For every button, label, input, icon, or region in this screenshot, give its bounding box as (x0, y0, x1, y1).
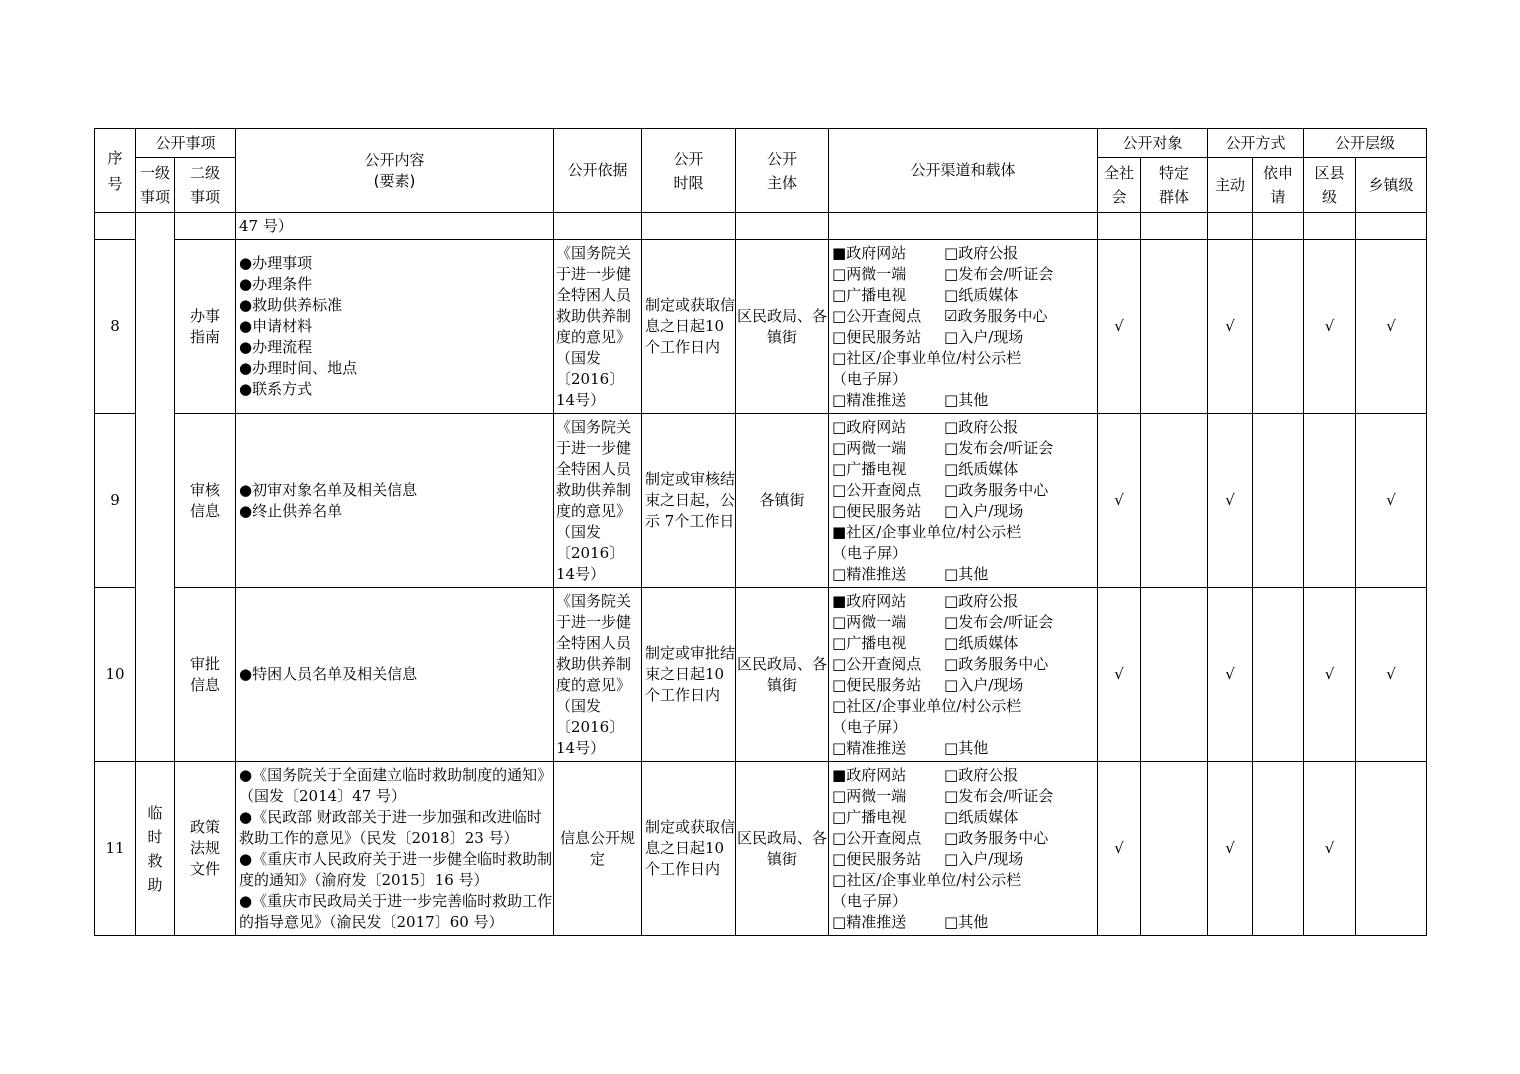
row-channels: □政府网站 □政府公报 □两微一端 □发布会/听证会 □广播电视 □纸质媒体 □公开查阅点 □政务服务中心 □便民服务站 □入户/现场 ■社区/企事业单位/村公示栏 （电子屏） □精准推送 □其他 (829, 414, 1098, 588)
row-target-specific (1141, 414, 1208, 588)
row-level-county: √ (1304, 240, 1356, 414)
row-level2: 政策法规文件 (175, 762, 236, 936)
header-target: 公开对象 (1098, 129, 1208, 158)
row-seq: 8 (95, 240, 136, 414)
row-time-limit: 制定或获取信息之日起10 个工作日内 (642, 762, 736, 936)
row-seq: 10 (95, 588, 136, 762)
row-target-all: √ (1098, 414, 1141, 588)
row-target-specific (1141, 240, 1208, 414)
header-method: 公开方式 (1208, 129, 1304, 158)
row-basis: 信息公开规定 (554, 762, 642, 936)
row-level2: 办事指南 (175, 240, 236, 414)
row-level-town: √ (1356, 240, 1427, 414)
row-level-town (1356, 762, 1427, 936)
row-method-active: √ (1208, 762, 1253, 936)
header-basis: 公开依据 (554, 129, 642, 213)
row-content: ●《国务院关于全面建立临时救助制度的通知》（国发〔2014〕47 号） ●《民政部 财政部关于进一步加强和改进临时救助工作的意见》（民发〔2018〕23 号） ●《重庆市人民政府关于进一步健全临时救助制度的通知》（渝府发〔2015〕16 号） ●《重庆市民政局关于进一步完善临时救助工作的指导意见》（渝民发〔2017〕60 号） (236, 762, 554, 936)
header-content-sub: (要素) (373, 171, 416, 190)
row-level2: 审批信息 (175, 588, 236, 762)
table-row (95, 762, 1427, 936)
row-level2: 审核信息 (175, 414, 236, 588)
row-subject: 区民政局、各镇街 (736, 240, 829, 414)
row-level-county (1304, 414, 1356, 588)
row-channels: ■政府网站 □政府公报 □两微一端 □发布会/听证会 □广播电视 □纸质媒体 □公开查阅点 ☑政务服务中心 □便民服务站 □入户/现场 □社区/企事业单位/村公示栏 （电子屏） □精准推送 □其他 (829, 240, 1098, 414)
row-method-active: √ (1208, 588, 1253, 762)
header-target-specific: 特定群体 (1141, 158, 1208, 213)
row-subject: 区民政局、各镇街 (736, 588, 829, 762)
row-content: ●特困人员名单及相关信息 (236, 588, 554, 762)
row-seq: 11 (95, 762, 136, 936)
row-target-all: √ (1098, 240, 1141, 414)
continuation-text: 47 号） (236, 213, 554, 240)
disclosure-table (94, 128, 1427, 936)
row-level-county: √ (1304, 588, 1356, 762)
header-level-county: 区县级 (1304, 158, 1356, 213)
header-target-all: 全社会 (1098, 158, 1141, 213)
row-method-request (1253, 762, 1304, 936)
row-channels: ■政府网站 □政府公报 □两微一端 □发布会/听证会 □广播电视 □纸质媒体 □公开查阅点 □政务服务中心 □便民服务站 □入户/现场 □社区/企事业单位/村公示栏 （电子屏） □精准推送 □其他 (829, 762, 1098, 936)
row-channels: ■政府网站 □政府公报 □两微一端 □发布会/听证会 □广播电视 □纸质媒体 □公开查阅点 □政务服务中心 □便民服务站 □入户/现场 □社区/企事业单位/村公示栏 （电子屏） □精准推送 □其他 (829, 588, 1098, 762)
header-seq: 序号 (95, 129, 136, 213)
header-method-active: 主动 (1208, 158, 1253, 213)
row-time-limit: 制定或审核结束之日起，公示 7个工作日 (642, 414, 736, 588)
header-subject: 公开主体 (736, 129, 829, 213)
row-subject: 区民政局、各镇街 (736, 762, 829, 936)
row-method-request (1253, 414, 1304, 588)
table-row (95, 240, 1427, 414)
header-level: 公开层级 (1304, 129, 1427, 158)
row-basis: 《国务院关于进一步健全特困人员救助供养制度的意见》（国发〔2016〕14号） (554, 414, 642, 588)
row-level-town: √ (1356, 588, 1427, 762)
row-method-active: √ (1208, 414, 1253, 588)
header-level1: 一级事项 (136, 158, 175, 213)
row-time-limit: 制定或获取信息之日起10 个工作日内 (642, 240, 736, 414)
row-time-limit: 制定或审批结束之日起10 个工作日内 (642, 588, 736, 762)
header-content (236, 129, 554, 213)
header-time-limit: 公开时限 (642, 129, 736, 213)
row-level1: 临时救助 (136, 762, 175, 936)
header-items: 公开事项 (136, 129, 236, 158)
header-level-town: 乡镇级 (1356, 158, 1427, 213)
row-basis: 《国务院关于进一步健全特困人员救助供养制度的意见》（国发〔2016〕14号） (554, 240, 642, 414)
row-target-all: √ (1098, 762, 1141, 936)
table-row (95, 414, 1427, 588)
row-method-request (1253, 240, 1304, 414)
header-channels: 公开渠道和载体 (829, 129, 1098, 213)
row-target-specific (1141, 762, 1208, 936)
row-level-town: √ (1356, 414, 1427, 588)
row-level-county: √ (1304, 762, 1356, 936)
row-method-request (1253, 588, 1304, 762)
header-method-request: 依申请 (1253, 158, 1304, 213)
header-content-title: 公开内容 (364, 150, 425, 169)
table-row (95, 588, 1427, 762)
row-basis: 《国务院关于进一步健全特困人员救助供养制度的意见》（国发〔2016〕14号） (554, 588, 642, 762)
row-content: ●办理事项 ●办理条件 ●救助供养标准 ●申请材料 ●办理流程 ●办理时间、地点 ●联系方式 (236, 240, 554, 414)
row-subject: 各镇街 (736, 414, 829, 588)
row-method-active: √ (1208, 240, 1253, 414)
row-content: ●初审对象名单及相关信息 ●终止供养名单 (236, 414, 554, 588)
row-seq: 9 (95, 414, 136, 588)
row-target-all: √ (1098, 588, 1141, 762)
header-level2: 二级事项 (175, 158, 236, 213)
table-row-continuation (95, 213, 1427, 240)
row-target-specific (1141, 588, 1208, 762)
